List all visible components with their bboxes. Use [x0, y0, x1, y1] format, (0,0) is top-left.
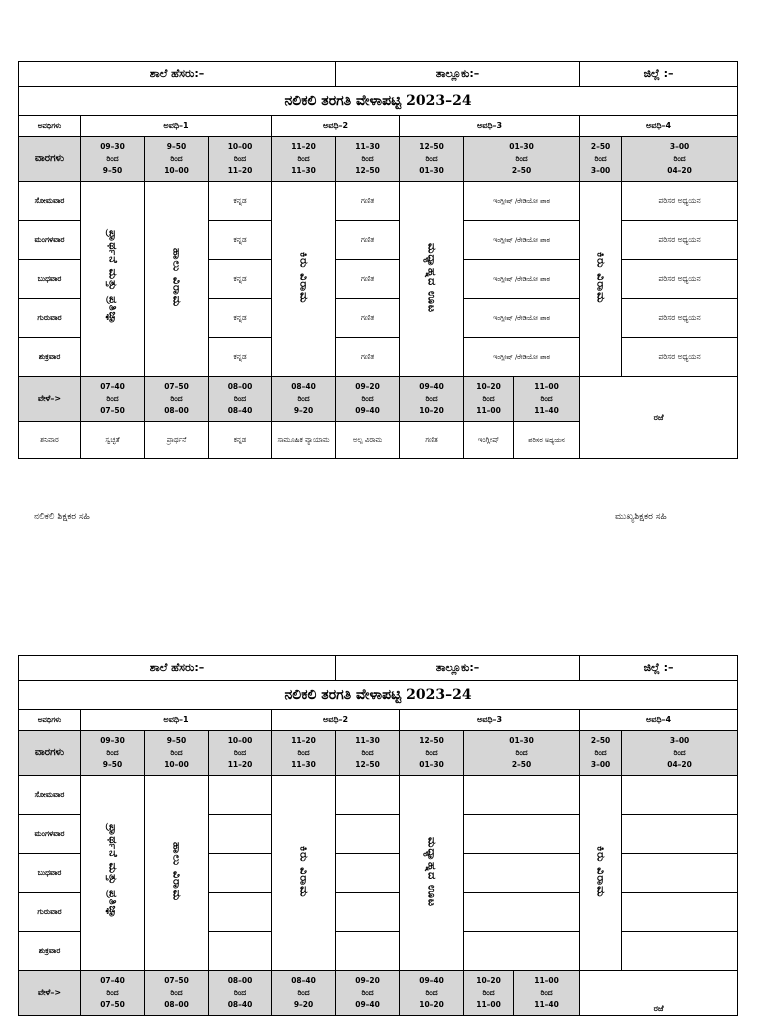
- period-4: ಅವಧಿ–4: [580, 710, 738, 731]
- subject-cell: ಕನ್ನಡ: [209, 221, 272, 260]
- sat-time-slot: 11–00 ರಿಂದ 11–40: [514, 971, 580, 1016]
- subject-cell: ಪರಿಸರ ಅಧ್ಯಯನ: [622, 182, 738, 221]
- day-monday: ಸೋಮವಾರ: [19, 776, 81, 815]
- periods-label: ಅವಧಿಗಳು: [19, 710, 81, 731]
- subject-cell: ಪರಿಸರ ಅಧ್ಯಯನ: [622, 260, 738, 299]
- time-slot: 9–50 ರಿಂದ 10–00: [145, 137, 209, 182]
- day-thursday: ಗುರುವಾರ: [19, 299, 81, 338]
- lunch-cell: ಮಧ್ಯಾಹ್ನದ ಊಟ: [400, 776, 464, 971]
- sat-subject: ಅಲ್ಪ ವಿರಾಮ: [336, 422, 400, 459]
- empty-cell[interactable]: [336, 815, 400, 854]
- period-1: ಅವಧಿ–1: [81, 116, 272, 137]
- sat-subject: ಕನ್ನಡ: [209, 422, 272, 459]
- time-slot: 3–00 ರಿಂದ 04–20: [622, 731, 738, 776]
- time-slot: 11–30 ರಿಂದ 12–50: [336, 731, 400, 776]
- time-slot: 01–30 ರಿಂದ 2–50: [464, 137, 580, 182]
- prayer-cell: ಪ್ರಾರ್ಥನೆ ಮತ್ತು ಪ್ರತಿಜ್ಞಾ: [81, 776, 145, 971]
- sat-time-slot: 07–50 ರಿಂದ 08–00: [145, 971, 209, 1016]
- timetable-table: [18, 61, 738, 459]
- sat-subject: ಇಂಗ್ಲೀಷ್: [464, 422, 514, 459]
- milk-break-cell: ಹಾಲು ವಿರಾಮ: [145, 182, 209, 377]
- empty-cell[interactable]: [209, 815, 272, 854]
- short-break-cell-2: ಕಿರು ವಿರಾಮ: [580, 776, 622, 971]
- time-slot: 09–30 ರಿಂದ 9–50: [81, 731, 145, 776]
- sat-time-slot: 09–40 ರಿಂದ 10–20: [400, 971, 464, 1016]
- holiday-cell: ರಜೆ: [580, 971, 738, 1016]
- period-3: ಅವಧಿ–3: [400, 710, 580, 731]
- empty-cell[interactable]: [336, 854, 400, 893]
- time-slot: 12–50 ರಿಂದ 01–30: [400, 137, 464, 182]
- day-tuesday: ಮಂಗಳವಾರ: [19, 221, 81, 260]
- district-field: ಜಿಲ್ಲೆ :–: [580, 62, 738, 87]
- empty-cell[interactable]: [464, 815, 580, 854]
- period-2: ಅವಧಿ–2: [272, 116, 400, 137]
- sat-time-slot: 07–40 ರಿಂದ 07–50: [81, 971, 145, 1016]
- headmaster-signature-label: ಮುಖ್ಯಶಿಕ್ಷಕರ ಸಹಿ: [615, 512, 667, 522]
- day-wednesday: ಬುಧವಾರ: [19, 260, 81, 299]
- time-slot: 11–20 ರಿಂದ 11–30: [272, 137, 336, 182]
- empty-cell[interactable]: [622, 854, 738, 893]
- empty-cell[interactable]: [464, 854, 580, 893]
- milk-break-cell: ಹಾಲು ವಿರಾಮ: [145, 776, 209, 971]
- sat-time-slot: 09–20 ರಿಂದ 09–40: [336, 971, 400, 1016]
- time-slot: 9–50 ರಿಂದ 10–00: [145, 731, 209, 776]
- sat-time-slot: 10–20 ರಿಂದ 11–00: [464, 377, 514, 422]
- subject-cell: ಕನ್ನಡ: [209, 182, 272, 221]
- timetable-title: ನಲಿಕಲಿ ತರಗತಿ ವೇಳಾಪಟ್ಟಿ 2023–24: [19, 681, 738, 710]
- subject-cell: ಇಂಗ್ಲೀಷ್ /ರೇಡಿಯೋ ಪಾಠ: [464, 299, 580, 338]
- saturday-time-label: ವೇಳೆ–>: [19, 971, 81, 1016]
- subject-cell: ಪರಿಸರ ಅಧ್ಯಯನ: [622, 221, 738, 260]
- sat-subject: ಗಣಿತ: [400, 422, 464, 459]
- period-2: ಅವಧಿ–2: [272, 710, 400, 731]
- empty-cell[interactable]: [209, 854, 272, 893]
- day-friday: ಶುಕ್ರವಾರ: [19, 932, 81, 971]
- time-slot: 01–30 ರಿಂದ 2–50: [464, 731, 580, 776]
- taluk-field: ತಾಲ್ಲೂಕು:–: [336, 656, 580, 681]
- time-slot: 09–30 ರಿಂದ 9–50: [81, 137, 145, 182]
- empty-cell[interactable]: [464, 893, 580, 932]
- sat-time-slot: 08–00 ರಿಂದ 08–40: [209, 971, 272, 1016]
- sat-time-slot: 08–40 ರಿಂದ 9–20: [272, 971, 336, 1016]
- time-slot: 2–50 ರಿಂದ 3–00: [580, 731, 622, 776]
- sat-time-slot: 08–00 ರಿಂದ 08–40: [209, 377, 272, 422]
- empty-cell[interactable]: [336, 932, 400, 971]
- day-tuesday: ಮಂಗಳವಾರ: [19, 815, 81, 854]
- period-4: ಅವಧಿ–4: [580, 116, 738, 137]
- empty-cell[interactable]: [464, 776, 580, 815]
- days-label: ವಾರಗಳು: [19, 731, 81, 776]
- subject-cell: ಕನ್ನಡ: [209, 299, 272, 338]
- sat-time-slot: 11–00 ರಿಂದ 11–40: [514, 377, 580, 422]
- sat-time-slot: 09–40 ರಿಂದ 10–20: [400, 377, 464, 422]
- empty-cell[interactable]: [209, 776, 272, 815]
- subject-cell: ಕನ್ನಡ: [209, 338, 272, 377]
- time-slot: 2–50 ರಿಂದ 3–00: [580, 137, 622, 182]
- saturday-time-label: ವೇಳೆ–>: [19, 377, 81, 422]
- lunch-cell: ಮಧ್ಯಾಹ್ನದ ಊಟ: [400, 182, 464, 377]
- empty-cell[interactable]: [622, 893, 738, 932]
- sat-time-slot: 07–40 ರಿಂದ 07–50: [81, 377, 145, 422]
- subject-cell: ಪರಿಸರ ಅಧ್ಯಯನ: [622, 299, 738, 338]
- taluk-field: ತಾಲ್ಲೂಕು:–: [336, 62, 580, 87]
- time-slot: 11–30 ರಿಂದ 12–50: [336, 137, 400, 182]
- empty-cell[interactable]: [336, 893, 400, 932]
- day-saturday: ಶನಿವಾರ: [19, 422, 81, 459]
- timetable-title: ನಲಿಕಲಿ ತರಗತಿ ವೇಳಾಪಟ್ಟಿ 2023–24: [19, 87, 738, 116]
- sat-time-slot: 09–20 ರಿಂದ 09–40: [336, 377, 400, 422]
- empty-cell[interactable]: [209, 893, 272, 932]
- holiday-cell: ರಜೆ: [580, 377, 738, 459]
- short-break-cell-2: ಕಿರು ವಿರಾಮ: [580, 182, 622, 377]
- time-slot: 11–20 ರಿಂದ 11–30: [272, 731, 336, 776]
- sat-time-slot: 07–50 ರಿಂದ 08–00: [145, 377, 209, 422]
- sat-subject: ಸಾಮೂಹಿಕ ವ್ಯಾಯಾಮ: [272, 422, 336, 459]
- prayer-cell: ಪ್ರಾರ್ಥನೆ ಮತ್ತು ಪ್ರತಿಜ್ಞಾ: [81, 182, 145, 377]
- subject-cell: ಇಂಗ್ಲೀಷ್ /ರೇಡಿಯೋ ಪಾಠ: [464, 221, 580, 260]
- day-wednesday: ಬುಧವಾರ: [19, 854, 81, 893]
- subject-cell: ಇಂಗ್ಲೀಷ್ /ರೇಡಿಯೋ ಪಾಠ: [464, 182, 580, 221]
- sat-subject: ಪರಿಸರ ಅಧ್ಯಯನ: [514, 422, 580, 459]
- empty-cell[interactable]: [464, 932, 580, 971]
- subject-cell: ಗಣಿತ: [336, 260, 400, 299]
- school-name-field: ಶಾಲೆ ಹೆಸರು:–: [19, 656, 336, 681]
- day-monday: ಸೋಮವಾರ: [19, 182, 81, 221]
- empty-cell[interactable]: [622, 776, 738, 815]
- day-thursday: ಗುರುವಾರ: [19, 893, 81, 932]
- empty-cell[interactable]: [622, 932, 738, 971]
- school-name-field: ಶಾಲೆ ಹೆಸರು:–: [19, 62, 336, 87]
- sat-subject: ಪ್ರಾರ್ಥನೆ: [145, 422, 209, 459]
- short-break-cell: ಕಿರು ವಿರಾಮ: [272, 182, 336, 377]
- district-field: ಜಿಲ್ಲೆ :–: [580, 656, 738, 681]
- subject-cell: ಕನ್ನಡ: [209, 260, 272, 299]
- teacher-signature-label: ನಲಿಕಲಿ ಶಿಕ್ಷಕರ ಸಹಿ: [34, 512, 90, 522]
- time-slot: 12–50 ರಿಂದ 01–30: [400, 731, 464, 776]
- days-label: ವಾರಗಳು: [19, 137, 81, 182]
- timetable-blank: [18, 655, 737, 1016]
- time-slot: 10–00 ರಿಂದ 11–20: [209, 731, 272, 776]
- subject-cell: ಪರಿಸರ ಅಧ್ಯಯನ: [622, 338, 738, 377]
- sat-time-slot: 08–40 ರಿಂದ 9–20: [272, 377, 336, 422]
- subject-cell: ಗಣಿತ: [336, 338, 400, 377]
- subject-cell: ಇಂಗ್ಲೀಷ್ /ರೇಡಿಯೋ ಪಾಠ: [464, 338, 580, 377]
- timetable-table-blank: [18, 655, 738, 1016]
- empty-cell[interactable]: [622, 815, 738, 854]
- time-slot: 10–00 ರಿಂದ 11–20: [209, 137, 272, 182]
- period-1: ಅವಧಿ–1: [81, 710, 272, 731]
- timetable-filled: [18, 61, 737, 459]
- period-3: ಅವಧಿ–3: [400, 116, 580, 137]
- sat-time-slot: 10–20 ರಿಂದ 11–00: [464, 971, 514, 1016]
- sat-subject: ಸ್ವಚ್ಛತೆ: [81, 422, 145, 459]
- periods-label: ಅವಧಿಗಳು: [19, 116, 81, 137]
- empty-cell[interactable]: [336, 776, 400, 815]
- empty-cell[interactable]: [209, 932, 272, 971]
- subject-cell: ಇಂಗ್ಲೀಷ್ /ರೇಡಿಯೋ ಪಾಠ: [464, 260, 580, 299]
- day-friday: ಶುಕ್ರವಾರ: [19, 338, 81, 377]
- time-slot: 3–00 ರಿಂದ 04–20: [622, 137, 738, 182]
- subject-cell: ಗಣಿತ: [336, 299, 400, 338]
- subject-cell: ಗಣಿತ: [336, 221, 400, 260]
- subject-cell: ಗಣಿತ: [336, 182, 400, 221]
- short-break-cell: ಕಿರು ವಿರಾಮ: [272, 776, 336, 971]
